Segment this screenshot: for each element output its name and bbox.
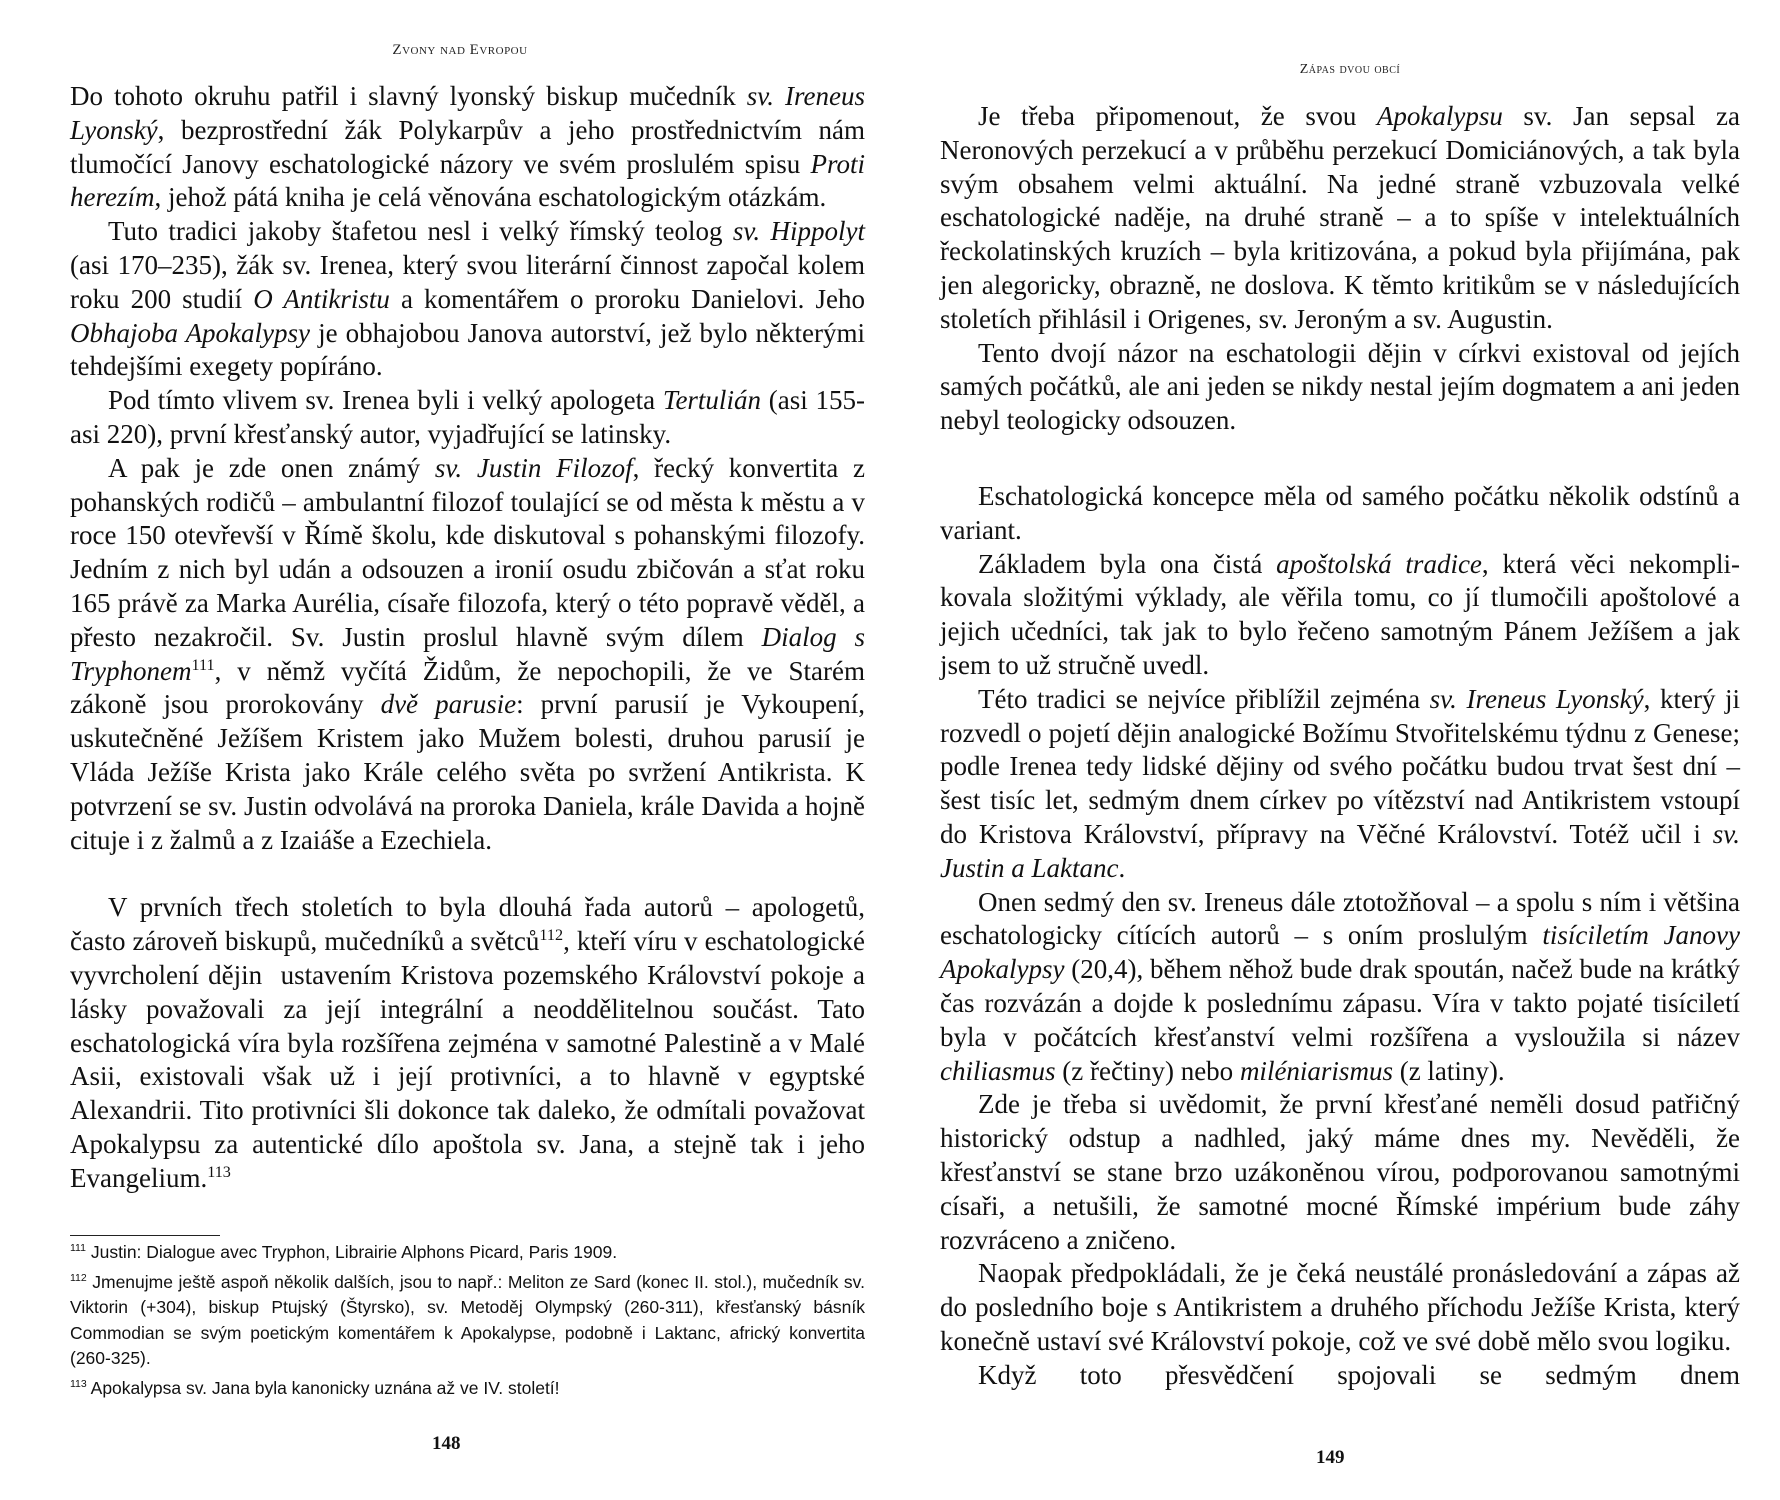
paragraph: Pod tímto vlivem sv. Irenea byli i velký apologeta Tertulián (asi 155-asi 220), první křesťanský autor, vyjadřující se latinsky. bbox=[70, 385, 865, 449]
paragraph: A pak je zde onen známý sv. Justin Filozof, řecký konvertita z pohanských rodičů – ambulantní filozof toulající se od města k městu a v roce 150 otevřevší v Římě školu, kde diskutoval s pohanskými filozofy. Jedním z nich byl udán a odsouzen a ironií osudu zbičován a sťat roku 165 právě za Marka Aurélia, císaře filozofa, který o této popravě věděl, a přesto nezakročil. Sv. Justin proslul hlavně svým dílem Dialog s Tryphonem$^{111}$, v němž vyčítá Židům, že nepochopili, že ve Starém zákoně jsou prorokovány dvě parusie: první parusií je Vykoupení, uskutečněné Ježíšem Kristem jako Mužem bolesti, druhou parusií je Vláda Ježíše Krista jako Krále celého světa po svržení Antikrista. K potvrzení se sv. Justin odvolává na proroka Daniela, krále Davida a hojně cituje i z žalmů a z Izaiáše a Ezechiela. bbox=[70, 452, 865, 855]
footnote: $^{113}$ Apokalypsa sv. Jana byla kanonicky uznána až ve IV. století! bbox=[70, 1377, 560, 1398]
footnotes bbox=[70, 1240, 865, 1405]
paragraph: Když toto přesvědčení spojovali se sedmým dnem bbox=[978, 1359, 1740, 1390]
paragraph: Zde je třeba si uvědomit, že první křesťané neměli dosud patřičný historický odstup a nadhled, jaký máme dnes my. Nevěděli, že křesťanství se stane brzo uzákoněnou vírou, podporovanou samotnými císaři, a netušili, že samotné mocné Římské impérium bude záhy rozvráceno a zničeno. bbox=[940, 1089, 1740, 1255]
footnote-rule bbox=[70, 1235, 220, 1236]
paragraph: Základem byla ona čistá apoštolská tradice, která věci nekomplikovala složitými výklady, ale věřila tomu, co jí tlumočili apoštolové a jejich učedníci, tak jak to bylo řečeno samotným Pánem Ježíšem a jak jsem to už stručně uvedl. bbox=[940, 548, 1741, 680]
page-number: 149 bbox=[1316, 1447, 1345, 1468]
paragraph: Onen sedmý den sv. Ireneus dále ztotožňoval – a spolu s ním i většina eschatologicky cítících autorů – s oním proslulým tisíciletím Janovy Apokalypsy (20,4), během něhož bude drak spoután, načež bude na krátký čas rozvázán a dojde k poslednímu zápasu. Víra v takto pojaté tisíciletí byla v počátcích křesťanství velmi rozšířena a vysloužila si název chiliasmus (z řečtiny) nebo miléniarismus (z latiny). bbox=[940, 886, 1740, 1086]
paragraph: Naopak předpokládali, že je čeká neustálé pronásledování a zápas až do posledního boje s Antikristem a druhého příchodu Ježíše Krista, který konečně ustaví své Království pokoje, což ve své době mělo svou logiku. bbox=[940, 1258, 1740, 1356]
paragraph: V prvních třech stoletích to byla dlouhá řada autorů – apologetů, často zároveň biskupů, mučedníků a světců$^{112}$, kteří víru v eschatologické vyvrcholení dějin ustavením Kristova pozemského Království pokoje a lásky považovali za její integrální a neoddělitelnou součást. Tato eschatologická víra byla rozšířena zejména v samotné Palestině a v Malé Asii, existovali však už i její protivníci, a to hlavně v egyptské Alexandrii. Tito protivníci šli dokonce tak daleko, že odmítali považovat Apokalypsu za autentické dílo apoštola sv. Jana, a stejně tak i jeho Evangelium.$^{113}$ bbox=[70, 892, 866, 1193]
paragraph: Do tohoto okruhu patřil i slavný lyonský biskup mučedník sv. Ireneus Lyonský, bezprostřední žák Polykarpův a jeho prostřednictvím nám tlumočící Janovy eschatologické názory ve svém proslulém spisu Proti herezím, jehož pátá kniha je celá věnována eschatologickým otázkám. bbox=[70, 81, 865, 213]
body-text bbox=[940, 100, 1740, 1392]
paragraph: Eschatologická koncepce měla od samého počátku několik odstínů a variant. bbox=[940, 480, 1740, 545]
paragraph: Je třeba připomenout, že svou Apokalypsu sv. Jan sepsal za Neronových perzekucí a v průběhu perzekucí Domiciánových, a tak byla svým obsahem velmi aktuální. Na jedné straně vzbuzovala velké eschatologické naděje, na druhé straně – a to spíše v intelektuálních řeckolatinských kruzích – byla kritizována, a pokud byla přijímána, pak jen alegoricky, obrazně, ne doslova. K těmto kritikům se v následujících stoletích přihlásil i Origenes, sv. Jeroným a sv. Augustin. bbox=[940, 101, 1741, 334]
right-page bbox=[890, 0, 1780, 1500]
body-text bbox=[70, 80, 865, 1196]
running-head: Zvony nad Evropou bbox=[392, 42, 528, 58]
paragraph: Této tradici se nejvíce přiblížil zejména sv. Ireneus Lyonský, který ji rozvedl o pojetí dějin analogické Božímu Stvořitelskému týdnu z Genese; podle Irenea tedy lidské dějiny od svého počátku budou trvat šest dní – šest tisíc let, sedmým dnem církev po vítězství nad Antikristem vstoupí do Kristova Království, přípravy na Věčné Království. Totéž učil i sv. Justin a Laktanc. bbox=[940, 683, 1740, 883]
page-number: 148 bbox=[432, 1433, 461, 1454]
running-head: Zápas dvou obcí bbox=[1299, 62, 1401, 77]
paragraph: Tuto tradici jakoby štafetou nesl i velký římský teolog sv. Hippolyt (asi 170–235), žák sv. Irenea, který svou literární činnost započal kolem roku 200 studií O Antikristu a komentářem o proroku Danielovi. Jeho Obhajoba Apokalypsy je obhajobou Janova autorství, jež bylo některými tehdejšími exegety popíráno. bbox=[70, 216, 866, 382]
paragraph: Tento dvojí názor na eschatologii dějin v církvi existoval od jejích samých počátků, ale ani jeden se nikdy nestal jejím dogmatem a ani jeden nebyl teologicky odsouzen. bbox=[940, 337, 1740, 436]
footnote: $^{111}$ Justin: Dialogue avec Tryphon, Librairie Alphons Picard, Paris 1909. bbox=[70, 1242, 618, 1262]
footnote: $^{112}$ Jmenujme ještě aspoň několik dalších, jsou to např.: Meliton ze Sard (konec II. stol.), mučedník sv. Viktorin (+304), biskup Ptujský (Štyrsko), sv. Metoděj Olympský (260-311), křesťanský básník Commodian se svým poetickým komentářem k Apokalypse, podobně i Laktanc, africký konvertita (260-325). bbox=[70, 1271, 865, 1368]
